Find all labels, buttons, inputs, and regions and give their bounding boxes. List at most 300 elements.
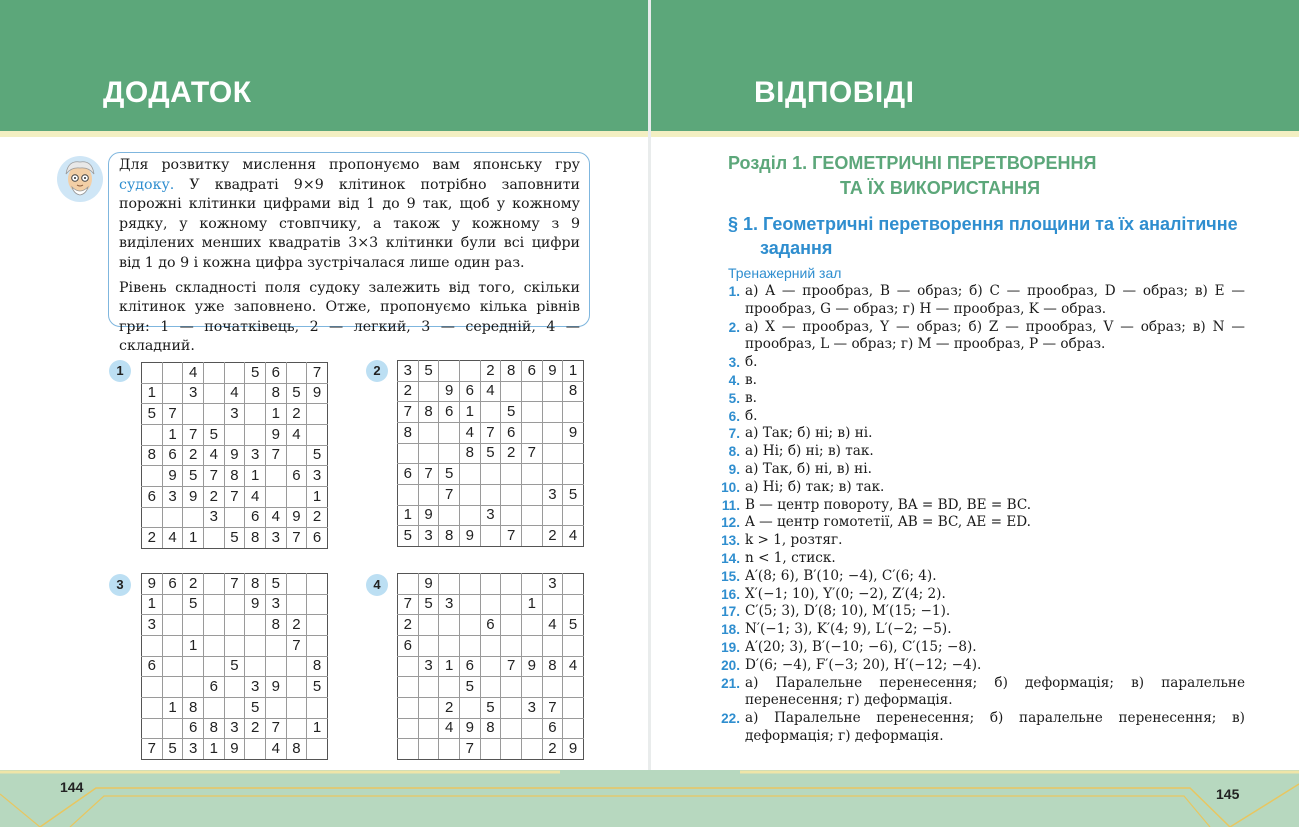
sudoku-cell	[142, 677, 163, 698]
sudoku-cell	[459, 574, 480, 595]
sudoku-grid-4	[397, 573, 584, 760]
sudoku-cell	[245, 615, 266, 636]
answer-text: в.	[745, 371, 757, 388]
sudoku-cell: 9	[418, 574, 439, 595]
sudoku-cell: 9	[245, 594, 266, 615]
sudoku-cell: 9	[265, 424, 286, 445]
left-page-number: 144	[60, 779, 84, 795]
sudoku-cell: 6	[142, 656, 163, 677]
sudoku-cell: 3	[183, 739, 204, 760]
sudoku-cell	[265, 656, 286, 677]
sudoku-cell	[142, 424, 163, 445]
sudoku-cell	[501, 718, 522, 739]
sudoku-cell	[439, 361, 460, 382]
sudoku-row	[142, 739, 328, 760]
sudoku-cell: 8	[398, 422, 419, 443]
sudoku-cell: 5	[162, 739, 183, 760]
sudoku-cell: 6	[162, 445, 183, 466]
sudoku-row	[142, 718, 328, 739]
answer-number: 3.	[728, 355, 740, 371]
sudoku-row	[398, 381, 584, 402]
sudoku-cell	[521, 402, 542, 423]
sudoku-cell	[245, 635, 266, 656]
answer-number: 10.	[721, 479, 740, 495]
sudoku-cell	[563, 594, 584, 615]
answer-number: 1.	[728, 284, 740, 299]
sudoku-cell	[224, 635, 245, 656]
answer-number: 14.	[721, 550, 740, 566]
sudoku-cell	[501, 739, 522, 760]
answer-text: в.	[745, 389, 757, 406]
sudoku-cell: 3	[245, 677, 266, 698]
sudoku-cell	[245, 656, 266, 677]
sudoku-cell: 5	[224, 528, 245, 549]
sudoku-cell	[418, 484, 439, 505]
sudoku-cell	[563, 402, 584, 423]
sudoku-cell: 9	[439, 381, 460, 402]
sudoku-cell	[183, 615, 204, 636]
sudoku-cell	[480, 526, 501, 547]
paragraph-title: § 1. Геометричні перетворення площини та їх аналітичне	[728, 214, 1238, 234]
sudoku-cell: 3	[162, 486, 183, 507]
sudoku-cell: 3	[521, 697, 542, 718]
answer-text: n < 1, стиск.	[745, 549, 836, 566]
sudoku-row	[142, 363, 328, 384]
answer-item	[715, 639, 1245, 657]
right-header-band	[651, 0, 1299, 131]
sudoku-cell: 9	[265, 677, 286, 698]
answer-text: а) A — прообраз, B — образ; б) C — прообраз, D — образ; в) E — прообраз, G — образ; г) H — прообраз, K — образ.	[745, 283, 1245, 317]
sudoku-cell: 3	[480, 505, 501, 526]
sudoku-cell	[459, 361, 480, 382]
sudoku-cell	[162, 635, 183, 656]
sudoku-cell: 7	[521, 443, 542, 464]
answer-text: N′(−1; 3), K′(4; 9), L′(−2; −5).	[745, 621, 952, 638]
sudoku-cell: 9	[224, 739, 245, 760]
answer-text: а) Так; б) ні; в) ні.	[745, 425, 873, 442]
sudoku-cell	[398, 718, 419, 739]
answer-item	[715, 710, 1245, 746]
sudoku-cell: 5	[245, 697, 266, 718]
sudoku-row	[142, 528, 328, 549]
answer-number: 4.	[728, 372, 740, 388]
sudoku-cell	[203, 615, 224, 636]
sudoku-cell: 8	[203, 718, 224, 739]
sudoku-row	[142, 445, 328, 466]
answer-text: а) X — прообраз, Y — образ; б) Z — прообраз, V — образ; в) N — прообраз, L — образ; г) M — прообраз, P — образ.	[745, 318, 1245, 353]
sudoku-cell: 4	[265, 507, 286, 528]
sudoku-cell: 8	[307, 656, 328, 677]
sudoku-2-badge: 2	[366, 360, 388, 382]
intro-text-box	[108, 152, 590, 355]
sudoku-cell: 7	[480, 422, 501, 443]
answer-text: k > 1, розтяг.	[745, 532, 843, 549]
sudoku-cell	[439, 615, 460, 636]
page-footer	[0, 770, 1299, 827]
sudoku-row	[142, 507, 328, 528]
answer-number: 8.	[728, 444, 740, 460]
sudoku-cell: 4	[459, 422, 480, 443]
sudoku-cell: 9	[286, 507, 307, 528]
sudoku-cell: 4	[265, 739, 286, 760]
sudoku-cell: 5	[501, 402, 522, 423]
sudoku-cell	[286, 677, 307, 698]
sudoku-cell: 6	[265, 363, 286, 384]
sudoku-cell: 1	[398, 505, 419, 526]
sudoku-cell	[203, 383, 224, 404]
sudoku-cell	[480, 402, 501, 423]
sudoku-cell: 5	[563, 615, 584, 636]
sudoku-cell: 7	[439, 484, 460, 505]
answer-text: а) Паралельне перенесення; б) паралельне перенесення; в) деформація; г) деформація.	[745, 710, 1245, 744]
sudoku-cell	[521, 381, 542, 402]
sudoku-cell: 6	[459, 381, 480, 402]
sudoku-cell	[203, 363, 224, 384]
sudoku-cell	[142, 697, 163, 718]
sudoku-cell	[307, 615, 328, 636]
answer-item	[715, 586, 1245, 604]
sudoku-cell: 5	[563, 484, 584, 505]
sudoku-term: судоку.	[119, 176, 175, 193]
intro-paragraph-2: Рівень складності поля судоку залежить від того, скільки клітинок уже заповнено. Отже, пропонуємо кілька рівнів гри: 1 — початківець, 2 — легкий, 3 — середній, 4 — складний.	[119, 279, 580, 355]
answer-item	[715, 603, 1245, 621]
sudoku-cell: 6	[521, 361, 542, 382]
sudoku-cell: 2	[142, 528, 163, 549]
sudoku-cell: 6	[398, 464, 419, 485]
answer-text: а) Ні; б) ні; в) так.	[745, 443, 874, 460]
answer-number: 13.	[721, 533, 740, 549]
answer-number: 11.	[721, 497, 740, 513]
sudoku-cell	[307, 594, 328, 615]
sudoku-cell	[224, 697, 245, 718]
left-page-title: ДОДАТОК	[103, 76, 252, 109]
sudoku-cell	[439, 505, 460, 526]
answer-number: 7.	[728, 426, 740, 442]
sudoku-cell	[162, 656, 183, 677]
sudoku-cell: 6	[542, 718, 563, 739]
sudoku-cell	[398, 484, 419, 505]
sudoku-cell: 5	[459, 677, 480, 698]
sudoku-cell: 7	[286, 528, 307, 549]
sudoku-cell: 6	[286, 466, 307, 487]
sudoku-cell	[439, 677, 460, 698]
sudoku-cell	[265, 466, 286, 487]
sudoku-cell: 7	[265, 445, 286, 466]
sudoku-cell	[398, 443, 419, 464]
sudoku-cell: 3	[224, 404, 245, 425]
sudoku-cell: 3	[142, 615, 163, 636]
sudoku-cell: 3	[398, 361, 419, 382]
sudoku-cell	[521, 422, 542, 443]
sudoku-cell	[398, 574, 419, 595]
sudoku-row	[398, 402, 584, 423]
sudoku-cell: 4	[224, 383, 245, 404]
sudoku-cell	[307, 574, 328, 595]
sudoku-cell: 9	[563, 739, 584, 760]
sudoku-cell	[521, 677, 542, 698]
sudoku-cell	[286, 718, 307, 739]
sudoku-row	[398, 526, 584, 547]
sudoku-cell: 7	[265, 718, 286, 739]
sudoku-cell: 5	[224, 656, 245, 677]
sudoku-cell: 8	[142, 445, 163, 466]
sudoku-cell: 7	[286, 635, 307, 656]
answer-item	[715, 443, 1245, 461]
answer-number: 18.	[721, 622, 740, 638]
sudoku-row	[142, 424, 328, 445]
sudoku-cell: 2	[183, 574, 204, 595]
sudoku-cell: 1	[563, 361, 584, 382]
sudoku-cell	[183, 507, 204, 528]
sudoku-row	[142, 677, 328, 698]
answer-number: 12.	[721, 515, 740, 531]
sudoku-cell	[142, 363, 163, 384]
sudoku-3-badge: 3	[109, 574, 131, 596]
trainer-heading: Тренажерний зал	[728, 265, 842, 281]
sudoku-cell	[542, 422, 563, 443]
sudoku-cell	[439, 635, 460, 656]
sudoku-cell: 7	[224, 574, 245, 595]
sudoku-cell: 2	[542, 526, 563, 547]
sudoku-cell: 5	[398, 526, 419, 547]
sudoku-row	[142, 615, 328, 636]
sudoku-cell	[542, 594, 563, 615]
sudoku-cell: 3	[183, 383, 204, 404]
sudoku-cell: 5	[480, 697, 501, 718]
answer-text: б.	[745, 407, 758, 424]
sudoku-cell: 8	[480, 718, 501, 739]
sudoku-cell: 2	[245, 718, 266, 739]
sudoku-cell: 3	[439, 594, 460, 615]
sudoku-cell	[398, 697, 419, 718]
sudoku-cell: 1	[162, 697, 183, 718]
answer-item	[715, 514, 1245, 532]
sudoku-cell: 8	[439, 526, 460, 547]
sudoku-cell: 7	[459, 739, 480, 760]
answer-item	[715, 568, 1245, 586]
sudoku-row	[398, 677, 584, 698]
sudoku-cell: 3	[203, 507, 224, 528]
sudoku-cell	[480, 656, 501, 677]
sudoku-cell: 9	[418, 505, 439, 526]
answer-item	[715, 372, 1245, 390]
sudoku-cell: 4	[563, 526, 584, 547]
sudoku-row	[142, 697, 328, 718]
sudoku-cell	[542, 464, 563, 485]
answer-item	[715, 354, 1245, 372]
sudoku-cell	[480, 594, 501, 615]
sudoku-cell: 9	[459, 526, 480, 547]
sudoku-cell	[521, 635, 542, 656]
sudoku-cell	[203, 404, 224, 425]
sudoku-cell: 4	[245, 486, 266, 507]
sudoku-cell	[224, 424, 245, 445]
sudoku-cell: 2	[542, 739, 563, 760]
sudoku-cell: 4	[203, 445, 224, 466]
sudoku-cell	[245, 739, 266, 760]
sudoku-cell	[501, 381, 522, 402]
sudoku-cell	[480, 739, 501, 760]
sudoku-cell	[142, 507, 163, 528]
sudoku-cell: 7	[307, 363, 328, 384]
sudoku-row	[398, 635, 584, 656]
sudoku-cell: 4	[542, 615, 563, 636]
sudoku-cell	[542, 402, 563, 423]
sudoku-cell: 4	[183, 363, 204, 384]
sudoku-cell	[307, 697, 328, 718]
sudoku-cell	[142, 718, 163, 739]
answer-item	[715, 497, 1245, 515]
sudoku-cell: 3	[418, 656, 439, 677]
sudoku-cell	[183, 656, 204, 677]
sudoku-cell	[459, 635, 480, 656]
sudoku-cell: 7	[501, 526, 522, 547]
answer-number: 6.	[728, 408, 740, 424]
page-gutter	[648, 0, 651, 827]
sudoku-row	[398, 656, 584, 677]
sudoku-cell: 2	[398, 615, 419, 636]
sudoku-cell: 2	[286, 615, 307, 636]
sudoku-cell: 5	[183, 466, 204, 487]
sudoku-cell	[286, 594, 307, 615]
sudoku-cell	[480, 574, 501, 595]
sudoku-cell: 1	[307, 486, 328, 507]
sudoku-grid-2	[397, 360, 584, 547]
sudoku-row	[398, 464, 584, 485]
answer-item	[715, 479, 1245, 497]
professor-avatar-icon	[56, 154, 104, 204]
sudoku-cell	[439, 574, 460, 595]
sudoku-cell	[501, 464, 522, 485]
sudoku-cell	[286, 574, 307, 595]
sudoku-cell	[398, 739, 419, 760]
answer-number: 20.	[721, 657, 740, 673]
answer-item	[715, 657, 1245, 675]
sudoku-cell: 2	[286, 404, 307, 425]
sudoku-row	[398, 443, 584, 464]
sudoku-cell: 7	[224, 486, 245, 507]
sudoku-cell: 7	[162, 404, 183, 425]
sudoku-cell	[563, 443, 584, 464]
sudoku-cell	[459, 464, 480, 485]
sudoku-cell	[563, 574, 584, 595]
sudoku-cell: 8	[183, 697, 204, 718]
sudoku-cell	[142, 466, 163, 487]
sudoku-cell	[307, 424, 328, 445]
sudoku-cell	[286, 656, 307, 677]
sudoku-4-badge: 4	[366, 574, 388, 596]
sudoku-cell: 6	[245, 507, 266, 528]
sudoku-cell	[501, 594, 522, 615]
sudoku-cell	[286, 363, 307, 384]
sudoku-cell: 3	[265, 594, 286, 615]
sudoku-cell: 6	[203, 677, 224, 698]
sudoku-cell	[286, 445, 307, 466]
sudoku-cell	[418, 381, 439, 402]
left-header-stripe	[0, 131, 648, 137]
sudoku-cell: 8	[265, 383, 286, 404]
sudoku-row	[398, 594, 584, 615]
sudoku-cell	[418, 422, 439, 443]
answer-text: а) Ні; б) так; в) так.	[745, 478, 885, 495]
sudoku-cell: 6	[307, 528, 328, 549]
sudoku-cell	[162, 594, 183, 615]
sudoku-row	[142, 383, 328, 404]
sudoku-cell: 8	[224, 466, 245, 487]
sudoku-cell	[501, 505, 522, 526]
sudoku-cell	[224, 615, 245, 636]
sudoku-cell	[224, 507, 245, 528]
sudoku-cell	[521, 574, 542, 595]
answer-text: A — центр гомотетії, AB = BC, AE = ED.	[745, 514, 1031, 531]
left-header-band	[0, 0, 648, 131]
sudoku-cell: 5	[418, 594, 439, 615]
answers-list	[715, 283, 1245, 746]
sudoku-cell	[439, 443, 460, 464]
right-page-number: 145	[1216, 786, 1240, 802]
answer-text: D′(6; −4), F′(−3; 20), H′(−12; −4).	[745, 656, 982, 673]
sudoku-cell: 8	[563, 381, 584, 402]
sudoku-cell	[501, 484, 522, 505]
sudoku-cell	[542, 443, 563, 464]
answer-text: C′(5; 3), D′(8; 10), M′(15; −1).	[745, 603, 951, 620]
sudoku-cell	[203, 635, 224, 656]
answer-item	[715, 621, 1245, 639]
sudoku-cell: 1	[142, 594, 163, 615]
sudoku-row	[142, 656, 328, 677]
sudoku-cell	[224, 594, 245, 615]
sudoku-cell: 6	[162, 574, 183, 595]
sudoku-cell	[265, 486, 286, 507]
sudoku-row	[142, 574, 328, 595]
sudoku-cell: 8	[265, 615, 286, 636]
sudoku-cell: 6	[439, 402, 460, 423]
sudoku-cell	[521, 464, 542, 485]
sudoku-cell: 8	[245, 574, 266, 595]
sudoku-1-badge: 1	[109, 360, 131, 382]
sudoku-cell	[480, 464, 501, 485]
sudoku-cell: 9	[142, 574, 163, 595]
sudoku-cell	[501, 677, 522, 698]
sudoku-cell: 9	[563, 422, 584, 443]
sudoku-cell	[245, 424, 266, 445]
sudoku-cell: 7	[398, 594, 419, 615]
sudoku-cell: 6	[459, 656, 480, 677]
sudoku-cell: 7	[501, 656, 522, 677]
sudoku-cell: 5	[418, 361, 439, 382]
sudoku-cell	[203, 594, 224, 615]
sudoku-cell	[563, 505, 584, 526]
sudoku-row	[142, 635, 328, 656]
sudoku-cell	[418, 739, 439, 760]
sudoku-cell: 1	[183, 528, 204, 549]
sudoku-cell: 5	[307, 445, 328, 466]
answer-number: 5.	[728, 390, 740, 406]
answer-item	[715, 550, 1245, 568]
sudoku-cell: 6	[501, 422, 522, 443]
sudoku-cell: 8	[459, 443, 480, 464]
sudoku-row	[398, 574, 584, 595]
sudoku-cell	[183, 404, 204, 425]
sudoku-cell: 2	[501, 443, 522, 464]
answer-item	[715, 675, 1245, 711]
sudoku-cell: 4	[480, 381, 501, 402]
sudoku-cell	[142, 635, 163, 656]
sudoku-grid-3	[141, 573, 328, 760]
answer-item	[715, 532, 1245, 550]
sudoku-cell: 3	[224, 718, 245, 739]
sudoku-cell: 6	[480, 615, 501, 636]
